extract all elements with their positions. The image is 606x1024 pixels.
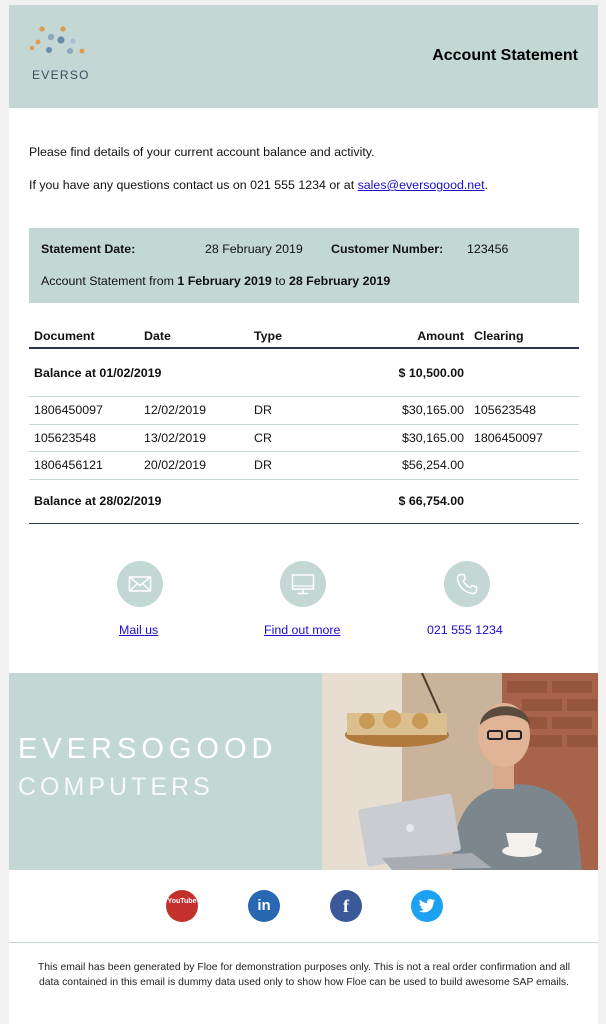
brand-subtitle: COMPUTERS <box>18 773 214 801</box>
period-from: 1 February 2019 <box>177 274 272 288</box>
youtube-label: YouTube <box>167 898 197 905</box>
youtube-icon[interactable] <box>166 890 198 922</box>
row-document: 1806450097 <box>34 403 103 417</box>
mail-icon[interactable] <box>117 561 163 607</box>
period-mid: to <box>271 274 289 288</box>
banner-brand-panel <box>9 673 322 870</box>
phone-icon[interactable] <box>444 561 490 607</box>
row-amount: $30,165.00 <box>401 431 464 445</box>
row-type: DR <box>254 458 272 472</box>
intro-line-1: Please find details of your current account balance and activity. <box>29 145 375 159</box>
row-divider <box>29 479 579 480</box>
row-divider <box>29 424 579 425</box>
photo-illustration <box>322 673 598 870</box>
column-header-clearing: Clearing <box>474 329 524 343</box>
page-title: Account Statement <box>432 47 578 64</box>
mail-us-link[interactable]: Mail us <box>119 623 159 637</box>
footer-disclaimer: This email has been generated by Floe for demonstration purposes only. This is not a real order confirmation and all data contained in this email is dummy data used only to show how Floe can be used to build awesome SAP emails. <box>37 962 571 988</box>
everso-logo <box>29 25 99 85</box>
twitter-icon[interactable] <box>411 890 443 922</box>
desktop-icon <box>291 572 315 596</box>
promo-banner <box>9 673 598 870</box>
closing-balance-amount: $ 66,754.00 <box>398 494 464 508</box>
statement-summary <box>29 228 579 303</box>
row-date: 13/02/2019 <box>144 431 207 445</box>
man-with-laptop-photo <box>322 673 598 870</box>
row-amount: $30,165.00 <box>401 403 464 417</box>
row-clearing: 1806450097 <box>474 431 543 445</box>
column-header-document: Document <box>34 329 95 343</box>
period-prefix: Account Statement from <box>41 274 178 288</box>
statement-period <box>41 274 390 288</box>
logo-text: EVERSO <box>32 68 90 82</box>
intro-line-2-suffix: . <box>484 178 488 192</box>
row-date: 20/02/2019 <box>144 458 207 472</box>
intro-line-2 <box>29 178 488 192</box>
footer-divider <box>9 942 598 943</box>
customer-number-value: 123456 <box>467 242 509 256</box>
envelope-icon <box>128 572 152 596</box>
row-type: DR <box>254 403 272 417</box>
find-out-more-link[interactable]: Find out more <box>264 623 341 637</box>
row-type: CR <box>254 431 272 445</box>
brand-name: EVERSOGOOD <box>18 733 278 765</box>
column-header-date: Date <box>144 329 171 343</box>
facebook-label: f <box>343 896 349 916</box>
row-date: 12/02/2019 <box>144 403 207 417</box>
customer-number-label: Customer Number: <box>331 242 444 256</box>
linkedin-label: in <box>257 897 271 914</box>
facebook-icon[interactable] <box>330 890 362 922</box>
period-to: 28 February 2019 <box>288 274 391 288</box>
email-container <box>9 5 598 1024</box>
opening-balance-label: Balance at 01/02/2019 <box>34 366 162 380</box>
linkedin-icon[interactable] <box>248 890 280 922</box>
statement-date-label: Statement Date: <box>41 242 136 256</box>
handset-icon <box>455 572 479 596</box>
intro-line-2-prefix: If you have any questions contact us on 021 555 1234 or at <box>29 178 358 192</box>
row-divider <box>29 451 579 452</box>
column-header-amount: Amount <box>417 329 464 343</box>
opening-balance-amount: $ 10,500.00 <box>398 366 464 380</box>
table-end-rule <box>29 523 579 524</box>
row-amount: $56,254.00 <box>401 458 464 472</box>
row-document: 1806456121 <box>34 458 103 472</box>
phone-number-link[interactable]: 021 555 1234 <box>427 623 503 637</box>
header <box>9 5 598 108</box>
bird-icon <box>418 898 436 914</box>
statement-date-value: 28 February 2019 <box>205 242 303 256</box>
row-document: 105623548 <box>34 431 97 445</box>
logo-dots-icon <box>29 25 99 65</box>
sales-email-link[interactable]: sales@eversogood.net <box>357 178 485 192</box>
closing-balance-label: Balance at 28/02/2019 <box>34 494 162 508</box>
column-header-type: Type <box>254 329 282 343</box>
row-divider <box>29 396 579 397</box>
row-clearing: 105623548 <box>474 403 537 417</box>
table-header <box>29 323 579 349</box>
monitor-icon[interactable] <box>280 561 326 607</box>
